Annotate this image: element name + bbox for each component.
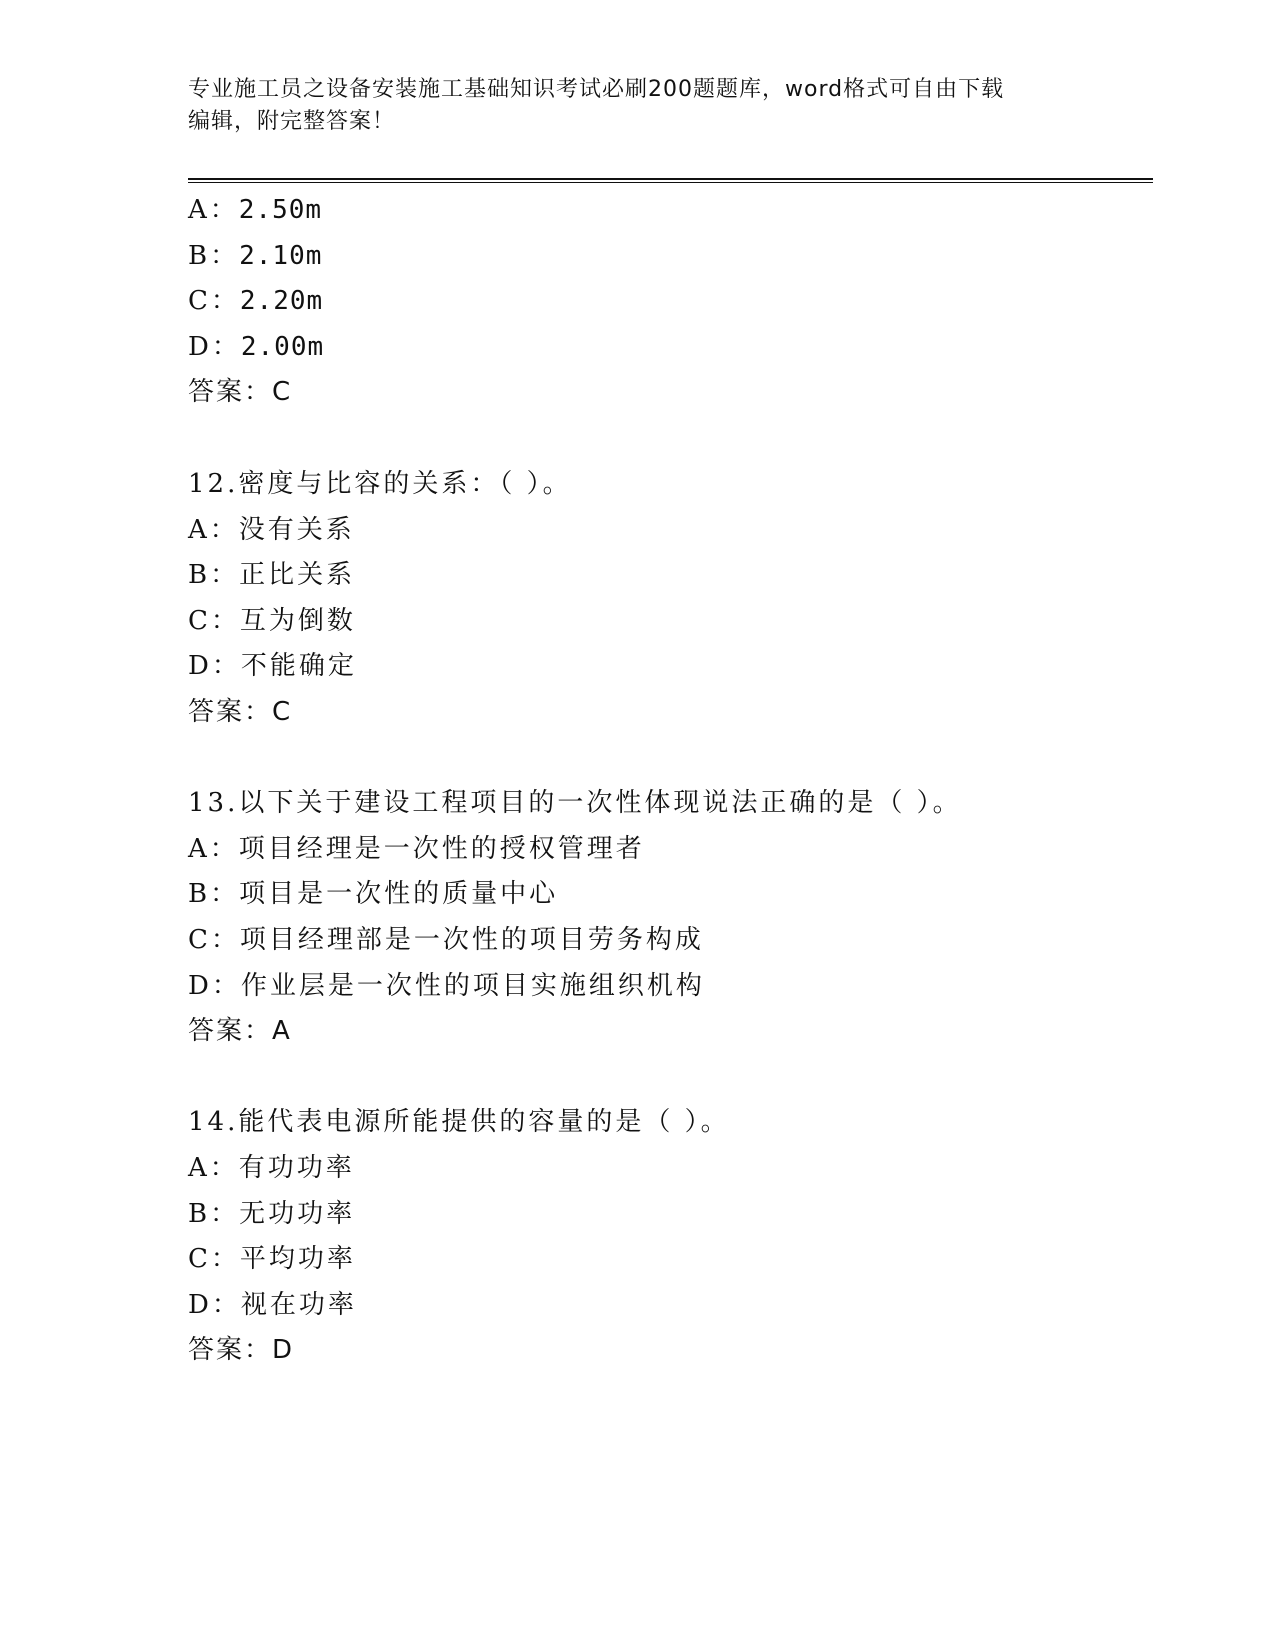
option-key: C： bbox=[188, 924, 240, 955]
document-header bbox=[188, 74, 1088, 138]
option-key: A： bbox=[188, 1152, 239, 1183]
question-spacer bbox=[188, 736, 962, 782]
option-text: 项目是一次性的质量中心 bbox=[239, 879, 559, 910]
answer-line: 答案：D bbox=[188, 1335, 295, 1366]
option-key: A： bbox=[188, 195, 239, 225]
option-d bbox=[188, 325, 324, 371]
option-a bbox=[188, 188, 324, 234]
answer-line: 答案：C bbox=[188, 696, 293, 727]
option-key: B： bbox=[188, 240, 240, 271]
option-text: 不能确定 bbox=[240, 651, 357, 682]
option-text: 有功功率 bbox=[238, 1152, 355, 1183]
option-text: 正比关系 bbox=[239, 560, 356, 591]
header-title-line-1: 专业施工员之设备安装施工基础知识考试必刷200题题库，word格式可自由下载 bbox=[188, 77, 1005, 102]
option-text: 互为倒数 bbox=[239, 605, 356, 636]
option-key: C： bbox=[188, 605, 240, 636]
option-key: B： bbox=[188, 560, 240, 591]
question-14 bbox=[188, 1100, 962, 1374]
option-key: B： bbox=[188, 1198, 240, 1229]
option-key: B： bbox=[188, 879, 240, 910]
option-text: 作业层是一次性的项目实施组织机构 bbox=[240, 970, 705, 1001]
option-text: 无功功率 bbox=[239, 1198, 356, 1229]
option-a bbox=[188, 508, 962, 554]
option-d bbox=[188, 1283, 962, 1329]
option-key: A： bbox=[188, 833, 239, 864]
header-title-line-2: 编辑，附完整答案！ bbox=[188, 109, 396, 134]
option-b bbox=[188, 234, 324, 280]
option-c bbox=[188, 918, 962, 964]
question-list bbox=[188, 462, 962, 1374]
option-key: D： bbox=[188, 1289, 241, 1320]
option-text: 2.50m bbox=[238, 195, 323, 225]
option-key: D： bbox=[188, 331, 241, 362]
option-text: 2.20m bbox=[239, 286, 324, 317]
option-b bbox=[188, 1192, 962, 1238]
header-divider-thick bbox=[188, 178, 1153, 180]
header-divider-thin bbox=[188, 182, 1153, 183]
option-text: 2.10m bbox=[239, 240, 323, 271]
option-key: C： bbox=[188, 286, 240, 317]
option-text: 没有关系 bbox=[238, 514, 355, 545]
option-d bbox=[188, 644, 962, 690]
question-13 bbox=[188, 781, 962, 1055]
option-b bbox=[188, 872, 962, 918]
option-text: 项目经理是一次性的授权管理者 bbox=[238, 833, 645, 864]
question-11-continuation bbox=[188, 188, 324, 416]
question-12 bbox=[188, 462, 962, 736]
question-stem: 13.以下关于建设工程项目的一次性体现说法正确的是（ ）。 bbox=[188, 788, 962, 819]
answer-line: 答案：C bbox=[188, 377, 293, 408]
option-text: 平均功率 bbox=[239, 1244, 356, 1275]
option-c bbox=[188, 279, 324, 325]
answer-line: 答案：A bbox=[188, 1016, 292, 1047]
option-key: C： bbox=[188, 1244, 240, 1275]
option-text: 项目经理部是一次性的项目劳务构成 bbox=[239, 924, 704, 955]
option-c bbox=[188, 599, 962, 645]
question-spacer bbox=[188, 1055, 962, 1101]
option-text: 2.00m bbox=[240, 331, 325, 362]
option-b bbox=[188, 553, 962, 599]
option-key: D： bbox=[188, 651, 241, 682]
option-key: D： bbox=[188, 970, 241, 1001]
option-key: A： bbox=[188, 514, 239, 545]
question-stem: 12.密度与比容的关系：（ ）。 bbox=[188, 469, 572, 499]
option-c bbox=[188, 1237, 962, 1283]
option-text: 视在功率 bbox=[240, 1289, 357, 1320]
option-a bbox=[188, 827, 962, 873]
option-d bbox=[188, 964, 962, 1010]
question-stem: 14.能代表电源所能提供的容量的是（ ）。 bbox=[188, 1107, 730, 1138]
option-a bbox=[188, 1146, 962, 1192]
